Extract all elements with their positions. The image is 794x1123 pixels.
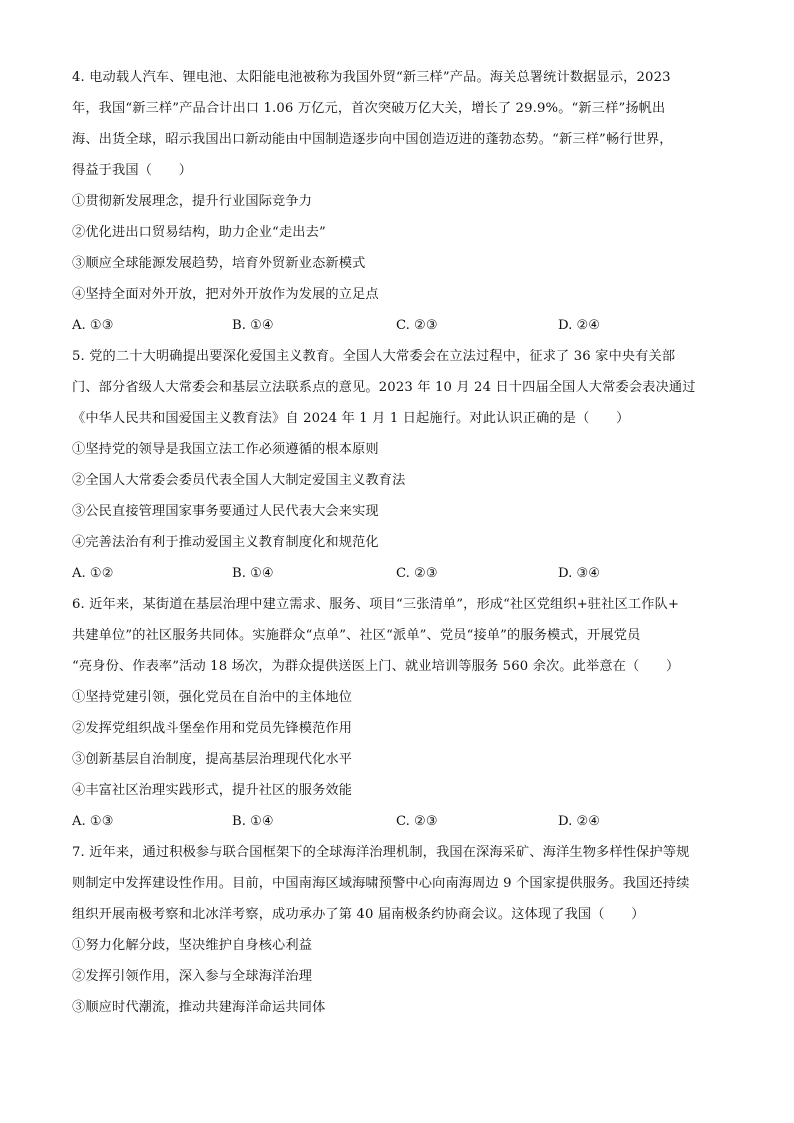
question-6 [72, 589, 722, 837]
question-4-statement-4: ④坚持全面对外开放，把对外开放作为发展的立足点 [72, 287, 379, 302]
question-5-option-b[interactable]: B. ①④ [232, 566, 274, 581]
question-7-stem-line-1: 7. 近年来，通过积极参与联合国框架下的全球海洋治理机制，我国在深海采矿、海洋生物多样性保护等规 [72, 845, 690, 860]
question-5-option-c[interactable]: C. ②③ [396, 566, 438, 581]
question-6-statement-1: ①坚持党建引领，强化党员在自治中的主体地位 [72, 690, 353, 705]
question-4 [72, 62, 722, 341]
question-4-statement-1: ①贯彻新发展理念，提升行业国际竞争力 [72, 194, 313, 209]
question-6-statement-2: ②发挥党组织战斗堡垒作用和党员先锋模范作用 [72, 721, 353, 736]
exam-page [72, 62, 722, 1023]
question-4-option-b[interactable]: B. ①④ [232, 318, 274, 333]
question-4-stem-line-3: 海、出货全球，昭示我国出口新动能由中国制造逐步向中国创造迈进的蓬勃态势。“新三样”畅行世界， [72, 132, 673, 147]
question-5-stem-line-3: 《中华人民共和国爱国主义教育法》自 2024 年 1 月 1 日起施行。对此认识正确的是（ ） [72, 411, 630, 426]
question-7-stem-line-2: 则制定中发挥建设性作用。目前，中国南海区域海啸预警中心向南海周边 9 个国家提供服务。我国还持续 [72, 876, 690, 891]
question-6-stem-line-1: 6. 近年来，某街道在基层治理中建立需求、服务、项目“三张清单”，形成“社区党组织+驻社区工作队+ [72, 597, 680, 612]
question-6-stem-line-3: “亮身份、作表率”活动 18 场次，为群众提供送医上门、就业培训等服务 560 余次。此举意在（ ） [72, 659, 680, 674]
question-4-stem-line-2: 年，我国“新三样”产品合计出口 1.06 万亿元，首次突破万亿大关，增长了 29.9%。“新三样”扬帆出 [72, 101, 666, 116]
question-4-option-c[interactable]: C. ②③ [396, 318, 438, 333]
question-4-option-d[interactable]: D. ②④ [558, 318, 601, 333]
question-5-statement-2: ②全国人大常委会委员代表全国人大制定爱国主义教育法 [72, 473, 406, 488]
question-5-statement-4: ④完善法治有利于推动爱国主义教育制度化和规范化 [72, 535, 379, 550]
question-5-statement-1: ①坚持党的领导是我国立法工作必须遵循的根本原则 [72, 442, 379, 457]
question-7-statement-1: ①努力化解分歧，坚决维护自身核心利益 [72, 938, 313, 953]
question-4-option-a[interactable]: A. ①③ [72, 318, 114, 333]
question-4-options [72, 310, 722, 341]
question-7 [72, 837, 722, 1023]
question-7-statement-3: ③顺应时代潮流，推动共建海洋命运共同体 [72, 1000, 326, 1015]
question-4-stem-line-4: 得益于我国（ ） [72, 163, 193, 178]
question-5-stem-line-1: 5. 党的二十大明确提出要深化爱国主义教育。全国人大常委会在立法过程中，征求了 36 家中央有关部 [72, 349, 676, 364]
question-5 [72, 341, 722, 589]
question-6-statement-4: ④丰富社区治理实践形式，提升社区的服务效能 [72, 783, 353, 798]
question-6-stem-line-2: 共建单位”的社区服务共同体。实施群众“点单”、社区“派单”、党员“接单”的服务模式，开展党员 [72, 628, 641, 643]
question-7-stem-line-3: 组织开展南极考察和北冰洋考察，成功承办了第 40 届南极条约协商会议。这体现了我国（ ） [72, 907, 645, 922]
question-6-option-c[interactable]: C. ②③ [396, 814, 438, 829]
question-4-stem-line-1: 4. 电动载人汽车、锂电池、太阳能电池被称为我国外贸“新三样”产品。海关总署统计数据显示，2023 [72, 70, 671, 85]
question-6-statement-3: ③创新基层自治制度，提高基层治理现代化水平 [72, 752, 353, 767]
question-5-option-d[interactable]: D. ③④ [558, 566, 601, 581]
question-5-option-a[interactable]: A. ①② [72, 566, 114, 581]
question-4-statement-3: ③顺应全球能源发展趋势，培育外贸新业态新模式 [72, 256, 366, 271]
question-7-statement-2: ②发挥引领作用，深入参与全球海洋治理 [72, 969, 313, 984]
question-6-option-d[interactable]: D. ②④ [558, 814, 601, 829]
question-5-options [72, 558, 722, 589]
question-5-stem-line-2: 门、部分省级人大常委会和基层立法联系点的意见。2023 年 10 月 24 日十四届全国人大常委会表决通过 [72, 380, 696, 395]
question-6-option-a[interactable]: A. ①③ [72, 814, 114, 829]
question-6-options [72, 806, 722, 837]
question-5-statement-3: ③公民直接管理国家事务要通过人民代表大会来实现 [72, 504, 379, 519]
question-6-option-b[interactable]: B. ①④ [232, 814, 274, 829]
question-4-statement-2: ②优化进出口贸易结构，助力企业“走出去” [72, 225, 326, 240]
